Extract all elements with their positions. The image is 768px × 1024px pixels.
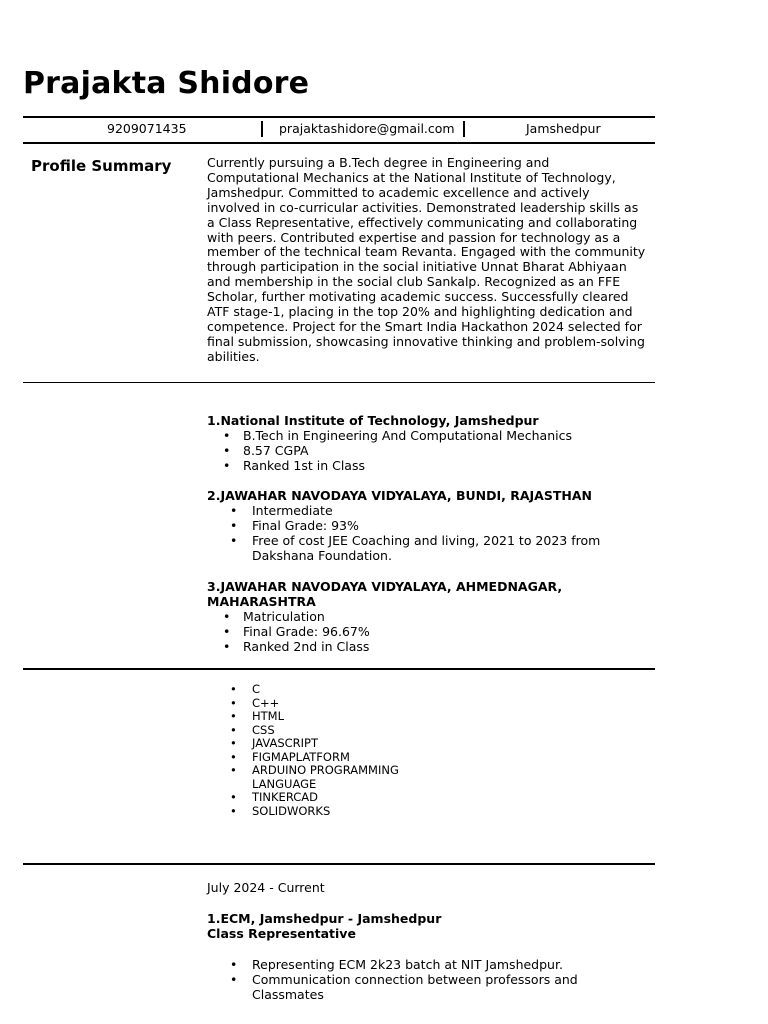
- experience-title: 1.ECM, Jamshedpur - Jamshedpur: [207, 911, 442, 926]
- summary-line: involved in co-curricular activities. Demonstrated leadership skills as: [207, 199, 639, 215]
- summary-line: through participation in the social initiative Unnat Bharat Abhiyaan: [207, 259, 627, 275]
- summary-line: ATF stage-1, placing in the top 20% and highlighting dedication and: [207, 304, 633, 320]
- education-entry-3: [207, 579, 655, 654]
- skills-list: [207, 683, 655, 818]
- list-item: • Communication connection between professors and: [252, 972, 655, 987]
- profile-summary-text: [207, 156, 655, 365]
- list-item: • Intermediate: [252, 503, 655, 518]
- institution-title-cont: MAHARASHTRA: [207, 594, 316, 609]
- continuation-text: Classmates: [252, 987, 324, 1002]
- summary-line: with peers. Contributed expertise and passion for technology as a: [207, 229, 621, 245]
- skill-item: • SOLIDWORKS: [252, 805, 655, 819]
- email-address: prajaktashidore@gmail.com: [279, 121, 455, 136]
- experience-details: [207, 957, 655, 987]
- location: Jamshedpur: [526, 121, 601, 136]
- summary-line: Currently pursuing a B.Tech degree in Engineering and: [207, 155, 550, 170]
- list-item: • Ranked 1st in Class: [243, 458, 655, 473]
- continuation-text: Dakshana Foundation.: [252, 548, 392, 563]
- list-item: • B.Tech in Engineering And Computational Mechanics: [243, 428, 655, 443]
- list-item: • 8.57 CGPA: [243, 443, 655, 458]
- experience-role: Class Representative: [207, 926, 356, 941]
- divider: [23, 863, 655, 865]
- summary-line: abilities.: [207, 348, 260, 364]
- contact-bar: [23, 118, 655, 142]
- institution-title: 1.National Institute of Technology, Jamshedpur: [207, 413, 539, 428]
- skill-item: • ARDUINO PROGRAMMING: [252, 764, 655, 778]
- skill-item: • JAVASCRIPT: [252, 737, 655, 751]
- summary-line: Computational Mechanics at the National Institute of Technology,: [207, 169, 616, 185]
- list-item: • Final Grade: 96.67%: [243, 624, 655, 639]
- education-details: [207, 609, 655, 654]
- skill-item: • FIGMAPLATFORM: [252, 751, 655, 765]
- skill-item: • C++: [252, 697, 655, 711]
- summary-line: and membership in the social club Sankalp. Recognized as an FFE: [207, 274, 621, 290]
- phone-number: 9209071435: [107, 121, 187, 136]
- separator: [463, 121, 465, 137]
- summary-line: final submission, showcasing innovative thinking and problem-solving: [207, 333, 645, 349]
- list-item: • Free of cost JEE Coaching and living, 2021 to 2023 from: [252, 533, 655, 548]
- skill-item: • C: [252, 683, 655, 697]
- education-details: [207, 428, 655, 473]
- education-entry-2: [207, 488, 655, 563]
- institution-title: 2.JAWAHAR NAVODAYA VIDYALAYA, BUNDI, RAJASTHAN: [207, 488, 592, 503]
- list-item: • Final Grade: 93%: [252, 518, 655, 533]
- education-details: [207, 503, 655, 548]
- divider: [23, 382, 655, 383]
- skill-continuation: LANGUAGE: [252, 776, 317, 791]
- experience-date: July 2024 - Current: [207, 880, 325, 895]
- list-item: • Representing ECM 2k23 batch at NIT Jamshedpur.: [252, 957, 655, 972]
- summary-line: member of the technical team Revanta. Engaged with the community: [207, 244, 646, 260]
- institution-title: 3.JAWAHAR NAVODAYA VIDYALAYA, AHMEDNAGAR,: [207, 579, 563, 594]
- list-item: • Matriculation: [243, 609, 655, 624]
- divider: [23, 668, 655, 670]
- profile-summary-heading: Profile Summary: [31, 157, 172, 175]
- skill-item: • CSS: [252, 724, 655, 738]
- candidate-name: Prajakta Shidore: [23, 66, 310, 101]
- list-item: • Ranked 2nd in Class: [243, 639, 655, 654]
- skill-item: • TINKERCAD: [252, 791, 655, 805]
- skills-items: [207, 683, 655, 778]
- experience-entry: [207, 880, 655, 1002]
- summary-line: Jamshedpur. Committed to academic excellence and actively: [207, 184, 590, 200]
- summary-line: Scholar, further motivating academic success. Successfully cleared: [207, 289, 629, 305]
- summary-line: a Class Representative, effectively communicating and collaborating: [207, 214, 638, 230]
- skill-item: • HTML: [252, 710, 655, 724]
- education-entry-1: [207, 413, 655, 473]
- skills-items: [207, 791, 655, 818]
- divider: [23, 142, 655, 144]
- summary-line: competence. Project for the Smart India Hackathon 2024 selected for: [207, 318, 642, 334]
- separator: [261, 121, 263, 137]
